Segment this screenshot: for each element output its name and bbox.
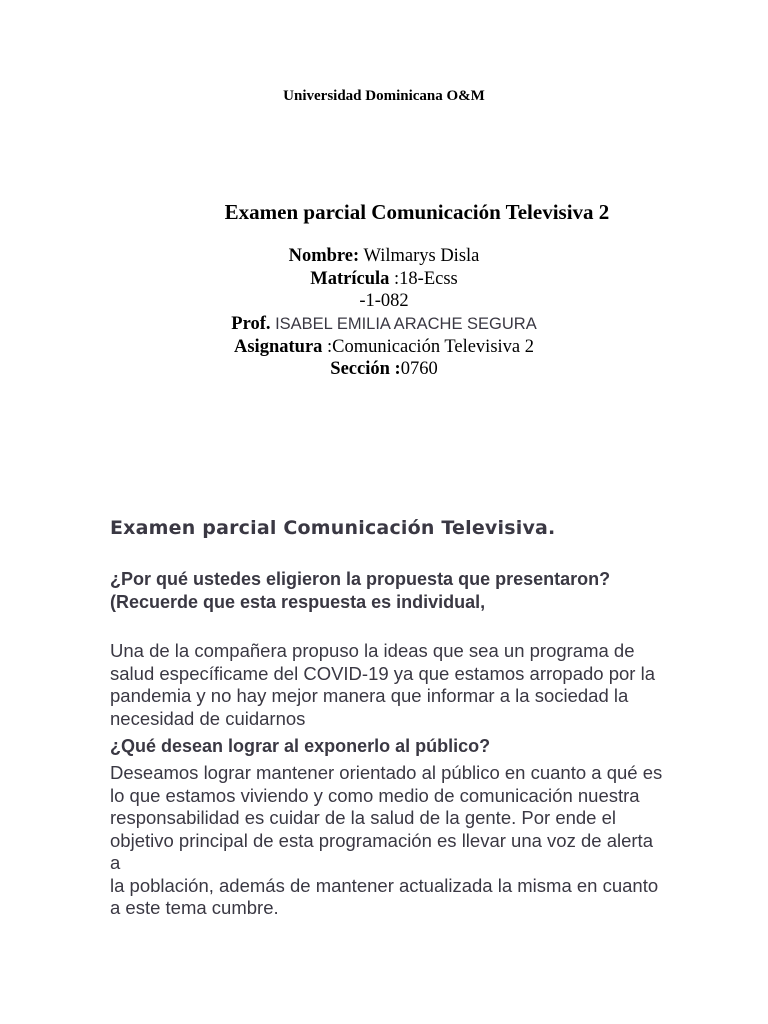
prof-value: ISABEL EMILIA ARACHE SEGURA xyxy=(270,315,537,333)
asignatura-label: Asignatura xyxy=(234,337,323,357)
prof-label: Prof. xyxy=(231,314,271,334)
question-2-block xyxy=(110,735,670,758)
answer-1: Una de la compañera propuso la ideas que sea un programa de salud específicame del COVID-19 ya que estamos arropado por la pandemia y no hay mejor manera que informar a la sociedad la necesidad de cuidarnos xyxy=(110,640,656,729)
seccion-value: 0760 xyxy=(400,359,438,379)
info-nombre xyxy=(0,245,768,268)
info-matricula-continuation xyxy=(0,290,768,313)
asignatura-value: :Comunicación Televisiva 2 xyxy=(322,337,534,357)
university-name: Universidad Dominicana O&M xyxy=(283,88,485,104)
answer-2-block xyxy=(110,762,665,920)
nombre-label: Nombre: xyxy=(288,246,360,266)
seccion-label: Sección : xyxy=(330,359,401,379)
question-2: ¿Qué desean lograr al exponerlo al público? xyxy=(110,736,491,756)
info-seccion xyxy=(0,358,768,381)
answer-2-part-2: la población, además de mantener actualizada la misma en cuanto a este tema cumbre. xyxy=(110,874,659,918)
nombre-value: Wilmarys Disla xyxy=(359,246,480,266)
info-prof xyxy=(0,313,768,336)
info-matricula xyxy=(0,268,768,291)
info-asignatura xyxy=(0,336,768,359)
question-1-block xyxy=(110,568,670,613)
question-1: ¿Por qué ustedes eligieron la propuesta que presentaron? (Recuerde que esta respuesta es individual, xyxy=(110,569,611,612)
matricula-label: Matrícula xyxy=(310,269,390,289)
exam-title: Examen parcial Comunicación Televisiva 2 xyxy=(224,200,610,224)
answer-1-block xyxy=(110,640,670,730)
answer-2-part-1: Deseamos lograr mantener orientado al público en cuanto a qué es lo que estamos viviendo y como medio de comunicación nuestra responsabilidad es cuidar de la salud de la gente. Por ende el objetivo principal de esta programación es llevar una voz de alerta a xyxy=(110,762,663,873)
section-heading: Examen parcial Comunicación Televisiva. xyxy=(110,517,556,539)
matricula-value: :18-Ecss xyxy=(389,269,458,289)
matricula-continuation: -1-082 xyxy=(359,291,409,311)
